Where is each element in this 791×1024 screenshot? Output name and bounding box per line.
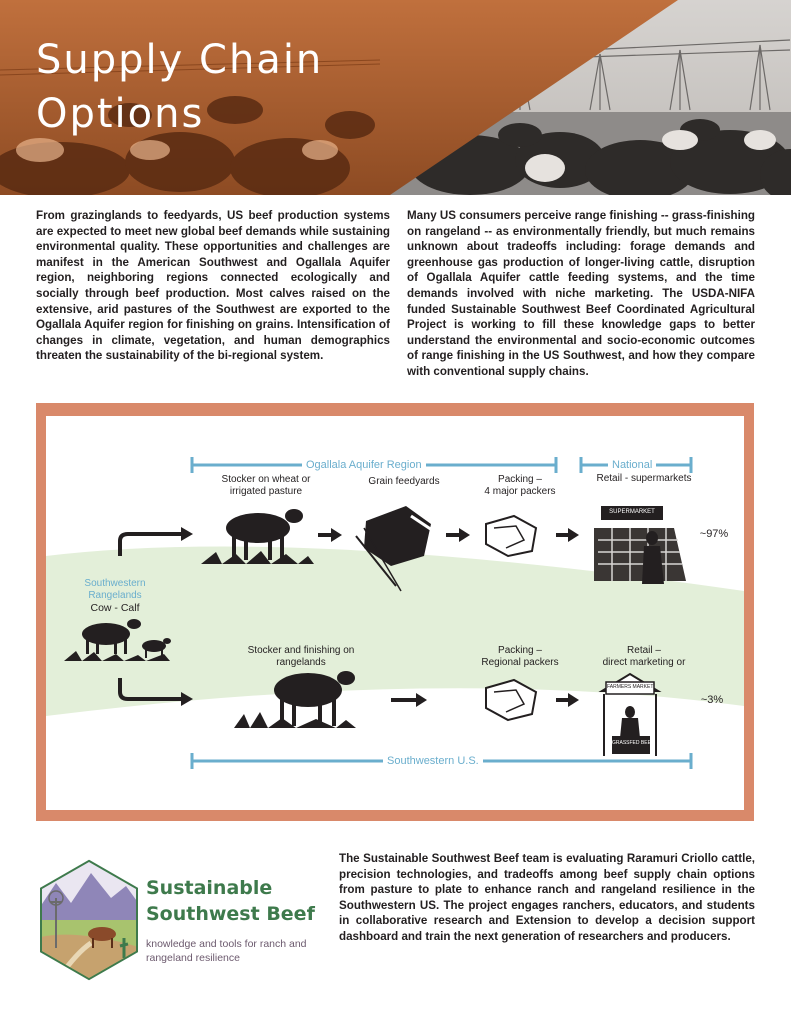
label-retail-direct-line-2: direct marketing or	[602, 657, 686, 668]
origin-label-line-1: Southwestern	[84, 578, 146, 589]
diagram-canvas	[46, 416, 744, 810]
label-retail-direct	[584, 645, 704, 669]
share-conventional: ~97%	[699, 528, 729, 540]
store-sign-text: SUPERMARKET	[609, 509, 655, 515]
region-label-national: National	[608, 459, 656, 471]
title-line-2: Options	[36, 91, 205, 137]
logo-hexagon-emblem	[36, 858, 142, 982]
region-label-ogallala: Ogallala Aquifer Region	[302, 459, 426, 471]
label-packing-regional-line-2: Regional packers	[481, 657, 559, 668]
intro-paragraph-left: From grazinglands to feedyards, US beef production systems are expected to meet new global beef demands while sustaining environmental quality. These opportunities and challenges are manifest in the American Southwest and Ogallala Aquifer region, neighboring regions connected ecologically and socially through beef production. Most calves raised on the extensive, arid pastures of the Southwest are exported to the Ogallala Aquifer region for finishing on grains. Intensification of changes in climate, vegetation, and human demographics threaten the sustainability of the bi-regional system.	[36, 209, 390, 363]
title-line-1: Supply Chain	[36, 37, 324, 83]
sustainable-southwest-beef-logo	[36, 858, 326, 988]
region-label-southwestern-us: Southwestern U.S.	[383, 755, 483, 767]
meat-cut-icon-top	[486, 516, 536, 556]
logo-tagline: knowledge and tools for ranch and rangeland resilience	[146, 938, 307, 964]
label-retail-supermarkets: Retail - supermarkets	[596, 473, 692, 484]
origin-label-line-2: Rangelands	[88, 590, 142, 601]
closing-paragraph: The Sustainable Southwest Beef team is evaluating Raramuri Criollo cattle, precision technologies, and tradeoffs among beef supply chain options from pasture to plate to enhance ranch and rangeland resilience in the Southwestern US. The project engages ranchers, educators, and students in collaborative research and Extension to develop a decision support dashboard and train the next generation of researchers and producers.	[339, 852, 755, 943]
page-title	[36, 33, 323, 141]
label-packing-regional	[470, 645, 570, 669]
logo-title-line-1: Sustainable	[146, 877, 273, 899]
label-packing-major-line-1: Packing –	[498, 474, 542, 485]
label-retail-direct-line-1: Retail –	[627, 645, 661, 656]
supermarket-icon	[594, 506, 686, 584]
origin-label-line-3: Cow - Calf	[90, 602, 140, 614]
label-stocker-rangelands-line-1: Stocker and finishing on	[247, 645, 355, 656]
logo-title-line-2: Southwest Beef	[146, 903, 315, 925]
stand-sign-text: GRASSFED BEEF	[612, 740, 654, 746]
header-banner	[0, 0, 791, 195]
intro-paragraph-right: Many US consumers perceive range finishing -- grass-finishing on rangeland -- as environmentally friendly, but much remains unknown about tradeoffs including: forage demands and greenhouse gas production of longer-living cattle, disruption of Ogallala Aquifer cattle feeding systems, and the time demands involved with niche marketing. The USDA-NIFA funded Sustainable Southwest Beef Coordinated Agricultural Project is working to fill these knowledge gaps to better understand the environmental and socio-economic outcomes of range finishing in the US Southwest, and how they compare with conventional supply chains.	[407, 209, 755, 378]
label-stocker-wheat	[211, 474, 321, 498]
label-grain-feedyards: Grain feedyards	[368, 476, 440, 487]
label-packing-major	[480, 474, 560, 498]
label-stocker-rangelands	[236, 645, 366, 669]
share-range-finished: ~3%	[700, 694, 724, 706]
logo-wordmark	[146, 875, 315, 927]
origin-label	[80, 578, 150, 614]
tent-sign-text: FARMERS MARKET	[607, 684, 654, 690]
supply-chain-diagram	[36, 403, 754, 821]
label-stocker-rangelands-line-2: rangelands	[276, 657, 326, 668]
label-stocker-wheat-line-1: Stocker on wheat or	[221, 474, 311, 485]
label-packing-major-line-2: 4 major packers	[484, 486, 556, 497]
label-stocker-wheat-line-2: irrigated pasture	[229, 486, 303, 497]
label-packing-regional-line-1: Packing –	[498, 645, 542, 656]
